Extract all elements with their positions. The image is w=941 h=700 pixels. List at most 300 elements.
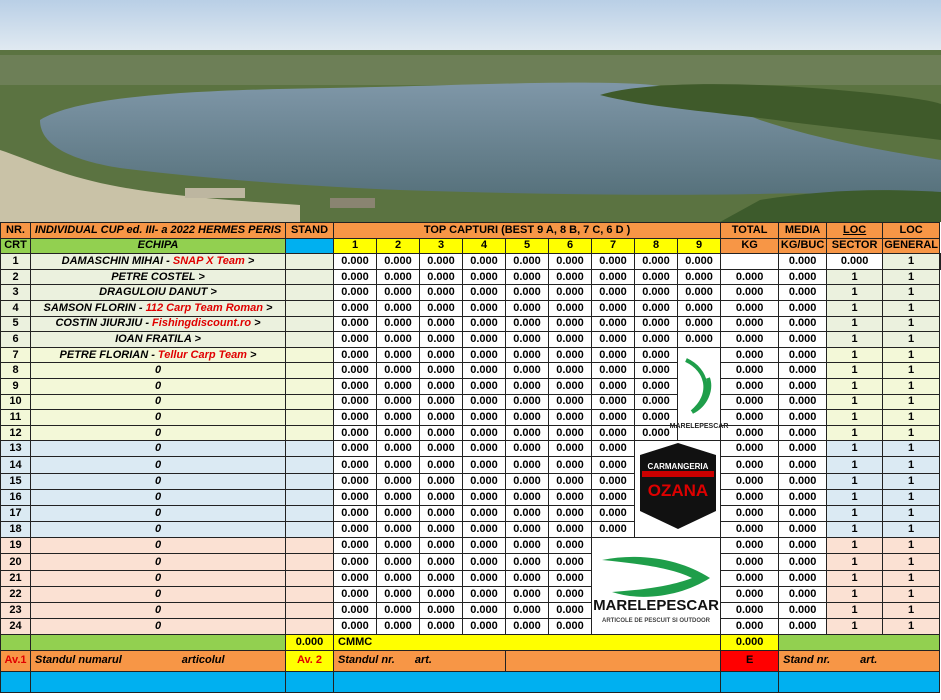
capture-value: 0.000 [592, 489, 635, 505]
capture-value: 0.000 [635, 254, 678, 270]
competitor-name [31, 300, 286, 316]
competitor-label: 0 [154, 604, 162, 617]
capture-value: 0.000 [635, 300, 678, 316]
capture-value: 0.000 [463, 602, 506, 618]
capture-value: 0.000 [549, 441, 592, 457]
loc-sector: 1 [883, 254, 940, 270]
stand-cell [286, 570, 334, 586]
capture-value: 0.000 [463, 619, 506, 635]
e-label: E [721, 650, 779, 671]
total-kg: 0.000 [721, 570, 779, 586]
capture-value: 0.000 [334, 522, 377, 538]
capture-value: 0.000 [420, 363, 463, 379]
capture-col-header: 6 [549, 238, 592, 254]
capture-value: 0.000 [334, 425, 377, 441]
capture-value: 0.000 [506, 457, 549, 473]
competitor-label: 0 [154, 620, 162, 633]
empty-capture-cell [721, 254, 779, 270]
capture-value: 0.000 [334, 332, 377, 348]
stand-cell [286, 316, 334, 332]
media-kgbuc: 0.000 [779, 538, 827, 554]
capture-value: 0.000 [549, 300, 592, 316]
capture-value: 0.000 [334, 363, 377, 379]
capture-value: 0.000 [334, 619, 377, 635]
stand-cell [286, 473, 334, 489]
sum-empty [31, 635, 286, 651]
row-number: 12 [1, 425, 31, 441]
table-row [1, 489, 941, 505]
carmangeria-ozana-logo [635, 441, 721, 538]
stand-cell [286, 602, 334, 618]
loc-general: 1 [883, 269, 940, 285]
stand-cell [286, 394, 334, 410]
capture-value: 0.000 [377, 316, 420, 332]
media-kgbuc: 0.000 [779, 570, 827, 586]
stand-cell [286, 505, 334, 521]
media-kgbuc: 0.000 [779, 425, 827, 441]
capture-value: 0.000 [463, 394, 506, 410]
competitor-label: SAMSON FLORIN - [43, 301, 146, 314]
capture-value: 0.000 [678, 285, 721, 301]
capture-value: 0.000 [334, 570, 377, 586]
capture-value: 0.000 [377, 586, 420, 602]
capture-value: 0.000 [420, 457, 463, 473]
capture-value: 0.000 [549, 586, 592, 602]
logo-text: MARELEPESCAR [669, 422, 729, 430]
stand-cell [286, 425, 334, 441]
capture-value: 0.000 [420, 586, 463, 602]
stand-header: STAND [286, 223, 334, 239]
capture-value: 0.000 [506, 473, 549, 489]
capture-value: 0.000 [420, 394, 463, 410]
capture-value: 0.000 [506, 570, 549, 586]
capture-value: 0.000 [506, 285, 549, 301]
stand-cell [286, 285, 334, 301]
capture-value: 0.000 [506, 538, 549, 554]
loc-general: 1 [883, 441, 940, 457]
capture-value: 0.000 [506, 602, 549, 618]
total-kg: 0.000 [721, 522, 779, 538]
competitor-name [31, 410, 286, 426]
loc-sector: 1 [827, 538, 883, 554]
table-row [1, 522, 941, 538]
stand-cell [286, 254, 334, 270]
capture-value: 0.000 [463, 378, 506, 394]
loc-sector: 1 [827, 441, 883, 457]
media-kgbuc: 0.000 [779, 347, 827, 363]
capture-value: 0.000 [549, 285, 592, 301]
capture-value: 0.000 [635, 394, 678, 410]
capture-value: 0.000 [377, 269, 420, 285]
capture-value: 0.000 [334, 316, 377, 332]
capture-value: 0.000 [592, 254, 635, 270]
media-kgbuc: 0.000 [779, 602, 827, 618]
capture-value: 0.000 [635, 316, 678, 332]
capture-value: 0.000 [420, 332, 463, 348]
echipa-header: ECHIPA [31, 238, 286, 254]
total-kg: 0.000 [721, 332, 779, 348]
capture-value: 0.000 [463, 489, 506, 505]
capture-value: 0.000 [463, 457, 506, 473]
capture-value: 0.000 [420, 522, 463, 538]
capture-value: 0.000 [592, 269, 635, 285]
capture-value: 0.000 [592, 363, 635, 379]
carmangeria-text: CARMANGERIA [647, 462, 708, 472]
loc-general: 1 [883, 410, 940, 426]
loc-sector: 1 [827, 378, 883, 394]
capture-value: 0.000 [506, 269, 549, 285]
capture-value: 0.000 [420, 285, 463, 301]
sector-header: SECTOR [827, 238, 883, 254]
team-name: Fishingdiscount.ro [152, 317, 252, 330]
capture-value: 0.000 [678, 300, 721, 316]
loc-sector-header: LOC [827, 223, 883, 239]
stand-cell [286, 619, 334, 635]
loc-sector: 1 [827, 473, 883, 489]
loc-sector: 1 [827, 522, 883, 538]
capture-value: 0.000 [420, 554, 463, 570]
row-number: 9 [1, 378, 31, 394]
capture-value: 0.000 [506, 586, 549, 602]
competitor-name [31, 378, 286, 394]
capture-value: 0.000 [377, 505, 420, 521]
loc-general: 1 [883, 425, 940, 441]
av1-label: Av.1 [1, 650, 31, 671]
sum-empty [779, 635, 940, 651]
capture-value: 0.000 [334, 410, 377, 426]
loc-sector: 1 [827, 554, 883, 570]
av1-stand [31, 650, 286, 671]
loc-general: 1 [883, 378, 940, 394]
marele-pescar-logo-small [669, 347, 729, 441]
media-kgbuc: 0.000 [779, 394, 827, 410]
capture-value: 0.000 [592, 347, 635, 363]
capture-value: 0.000 [334, 554, 377, 570]
capture-value: 0.000 [377, 378, 420, 394]
loc-sector: 1 [827, 347, 883, 363]
row-number: 17 [1, 505, 31, 521]
total-kg: 0.000 [721, 538, 779, 554]
loc-sector: 1 [827, 586, 883, 602]
capture-value: 0.000 [420, 254, 463, 270]
capture-value: 0.000 [635, 378, 678, 394]
capture-col-header: 3 [420, 238, 463, 254]
capture-col-header: 5 [506, 238, 549, 254]
capture-value: 0.000 [549, 347, 592, 363]
media-header: MEDIA [779, 223, 827, 239]
total-kg: 0.000 [721, 300, 779, 316]
row-number: 14 [1, 457, 31, 473]
loc-general-header: LOC [883, 223, 940, 239]
capture-value: 0.000 [420, 473, 463, 489]
table-row [1, 425, 941, 441]
competitor-name [31, 441, 286, 457]
stand-cell [286, 457, 334, 473]
capture-value: 0.000 [463, 538, 506, 554]
media-kgbuc: 0.000 [779, 554, 827, 570]
footer-blue-row [1, 671, 941, 692]
capture-value: 0.000 [635, 347, 678, 363]
media-kgbuc: 0.000 [779, 619, 827, 635]
capture-value: 0.000 [549, 473, 592, 489]
capture-value: 0.000 [506, 441, 549, 457]
total-kg: 0.000 [721, 489, 779, 505]
loc-general: 1 [883, 394, 940, 410]
loc-general: 1 [883, 554, 940, 570]
row-number: 23 [1, 602, 31, 618]
loc-general: 1 [883, 332, 940, 348]
stand-cell [286, 300, 334, 316]
loc-sector: 1 [827, 285, 883, 301]
blue-cell [1, 671, 31, 692]
total-kg: 0.000 [721, 285, 779, 301]
row-number: 1 [1, 254, 31, 270]
loc-general [940, 254, 941, 270]
capture-value: 0.000 [549, 332, 592, 348]
competitor-label: DRAGULOIU DANUT > [99, 286, 217, 299]
total-kg: 0.000 [721, 619, 779, 635]
capture-value: 0.000 [420, 602, 463, 618]
competitor-name [31, 347, 286, 363]
competitor-label: 0 [154, 474, 162, 487]
capture-value: 0.000 [506, 505, 549, 521]
lake-photo [0, 0, 941, 222]
capture-value: 0.000 [635, 269, 678, 285]
capture-value: 0.000 [549, 254, 592, 270]
competitor-label: 0 [154, 571, 162, 584]
row-number: 11 [1, 410, 31, 426]
competitor-label: 0 [154, 587, 162, 600]
competitor-name [31, 363, 286, 379]
loc-general: 1 [883, 363, 940, 379]
loc-sector: 1 [827, 602, 883, 618]
capture-value: 0.000 [377, 473, 420, 489]
av2-stand [334, 650, 506, 671]
capture-value: 0.000 [506, 254, 549, 270]
capture-value: 0.000 [506, 316, 549, 332]
general-header: GENERAL [883, 238, 940, 254]
row-number: 10 [1, 394, 31, 410]
stand-sum: 0.000 [286, 635, 334, 651]
capture-value: 0.000 [420, 347, 463, 363]
table-row [1, 269, 941, 285]
stand-cell [286, 489, 334, 505]
capture-value: 0.000 [334, 538, 377, 554]
media-kgbuc: 0.000 [779, 586, 827, 602]
cmmc-label: CMMC [334, 635, 721, 651]
stand-cell [286, 269, 334, 285]
competitor-name [31, 586, 286, 602]
capture-value: 0.000 [506, 300, 549, 316]
loc-general: 1 [883, 505, 940, 521]
capture-value: 0.000 [420, 538, 463, 554]
table-row [1, 410, 941, 426]
capture-value: 0.000 [592, 378, 635, 394]
loc-general: 1 [883, 473, 940, 489]
capture-value: 0.000 [549, 269, 592, 285]
capture-value: 0.000 [463, 316, 506, 332]
capture-value: 0.000 [506, 489, 549, 505]
media-kgbuc: 0.000 [779, 285, 827, 301]
capture-value: 0.000 [420, 505, 463, 521]
loc-sector: 1 [827, 489, 883, 505]
capture-value: 0.000 [334, 457, 377, 473]
capture-value: 0.000 [592, 300, 635, 316]
loc-general: 1 [883, 538, 940, 554]
table-row [1, 554, 941, 570]
competitor-label: 0 [154, 395, 162, 408]
capture-value: 0.000 [377, 619, 420, 635]
loc-sector: 1 [827, 505, 883, 521]
capture-value: 0.000 [334, 602, 377, 618]
row-number: 19 [1, 538, 31, 554]
capture-value: 0.000 [420, 410, 463, 426]
table-row [1, 332, 941, 348]
top-catches-header: TOP CAPTURI (BEST 9 A, 8 B, 7 C, 6 D ) [334, 223, 721, 239]
capture-value: 0.000 [377, 457, 420, 473]
loc-general: 1 [883, 602, 940, 618]
row-arrow: > [244, 254, 255, 267]
media-kgbuc: 0.000 [779, 269, 827, 285]
capture-value: 0.000 [463, 425, 506, 441]
total-kg: 0.000 [721, 473, 779, 489]
competitor-label: 0 [154, 364, 162, 377]
table-row [1, 602, 941, 618]
kg-header: KG [721, 238, 779, 254]
capture-value: 0.000 [506, 363, 549, 379]
competitor-name [31, 425, 286, 441]
capture-value: 0.000 [678, 269, 721, 285]
capture-value: 0.000 [463, 285, 506, 301]
capture-value: 0.000 [592, 505, 635, 521]
av2-label: Av. 2 [286, 650, 334, 671]
stand-nr-label: Stand nr. [783, 654, 831, 667]
loc-general: 1 [883, 570, 940, 586]
capture-value: 0.000 [506, 522, 549, 538]
table-row [1, 473, 941, 489]
capture-value: 0.000 [420, 300, 463, 316]
loc-general: 1 [883, 619, 940, 635]
table-row [1, 378, 941, 394]
crt-header: CRT [1, 238, 31, 254]
row-number: 7 [1, 347, 31, 363]
capture-value: 0.000 [377, 570, 420, 586]
capture-value: 0.000 [549, 489, 592, 505]
capture-value: 0.000 [377, 489, 420, 505]
capture-value: 0.000 [549, 554, 592, 570]
capture-value: 0.000 [377, 285, 420, 301]
loc-general: 1 [883, 347, 940, 363]
capture-value: 0.000 [377, 347, 420, 363]
capture-value: 0.000 [506, 394, 549, 410]
table-row [1, 285, 941, 301]
capture-value: 0.000 [463, 269, 506, 285]
capture-value: 0.000 [377, 538, 420, 554]
capture-value: 0.000 [506, 619, 549, 635]
loc-sector: 1 [827, 316, 883, 332]
team-name: SNAP X Team [172, 254, 245, 267]
capture-value: 0.000 [420, 269, 463, 285]
media-kgbuc: 0.000 [779, 332, 827, 348]
competitor-label: 0 [154, 539, 162, 552]
media-kgbuc: 0.000 [779, 522, 827, 538]
competitor-label: COSTIN JIURJIU - [55, 317, 153, 330]
capture-value: 0.000 [549, 363, 592, 379]
marele-pescar-text: MARELEPESCAR [593, 597, 719, 615]
competitor-label: 0 [154, 442, 162, 455]
competitor-name [31, 269, 286, 285]
capture-value: 0.000 [377, 363, 420, 379]
stand-cell [286, 332, 334, 348]
loc-general: 1 [883, 586, 940, 602]
capture-value: 0.000 [420, 425, 463, 441]
media-kgbuc: 0.000 [779, 363, 827, 379]
media-kgbuc: 0.000 [779, 441, 827, 457]
sum-empty [1, 635, 31, 651]
competitor-label: 0 [154, 426, 162, 439]
capture-value: 0.000 [463, 441, 506, 457]
capture-value: 0.000 [506, 378, 549, 394]
table-row [1, 538, 941, 554]
stand-cell [286, 554, 334, 570]
total-kg: 0.000 [721, 394, 779, 410]
sum-row [1, 635, 941, 651]
loc-general: 1 [883, 300, 940, 316]
capture-value: 0.000 [463, 347, 506, 363]
table-row [1, 570, 941, 586]
loc-sector: 1 [827, 332, 883, 348]
capture-value: 0.000 [463, 300, 506, 316]
loc-sector: 1 [827, 410, 883, 426]
loc-sector: 1 [827, 457, 883, 473]
capture-value: 0.000 [420, 570, 463, 586]
media-kgbuc: 0.000 [779, 300, 827, 316]
competitor-label: 0 [154, 523, 162, 536]
e-stand [779, 650, 940, 671]
loc-general: 1 [883, 489, 940, 505]
capture-value: 0.000 [549, 425, 592, 441]
total-kg: 0.000 [721, 410, 779, 426]
total-kg: 0.000 [721, 441, 779, 457]
total-kg: 0.000 [721, 554, 779, 570]
capture-value: 0.000 [420, 489, 463, 505]
competitor-name [31, 254, 286, 270]
capture-value: 0.000 [592, 457, 635, 473]
capture-value: 0.000 [377, 602, 420, 618]
capture-value: 0.000 [420, 378, 463, 394]
capture-value: 0.000 [592, 473, 635, 489]
capture-value: 0.000 [549, 394, 592, 410]
stand-cell [286, 347, 334, 363]
total-kg: 0.000 [721, 378, 779, 394]
art2-label: art. [860, 654, 878, 667]
art-label: art. [414, 654, 432, 667]
competitor-label: IOAN FRATILA > [115, 332, 201, 345]
total-kg: 0.000 [721, 457, 779, 473]
capture-value: 0.000 [334, 300, 377, 316]
capture-value: 0.000 [549, 378, 592, 394]
capture-value: 0.000 [463, 586, 506, 602]
loc-sector: 1 [827, 425, 883, 441]
row-arrow: > [246, 348, 257, 361]
capture-value: 0.000 [463, 363, 506, 379]
articolul-label: articolul [181, 654, 225, 667]
stand-cell [286, 538, 334, 554]
capture-value: 0.000 [377, 254, 420, 270]
capture-value: 0.000 [506, 410, 549, 426]
loc-sector: 1 [827, 619, 883, 635]
row-number: 2 [1, 269, 31, 285]
